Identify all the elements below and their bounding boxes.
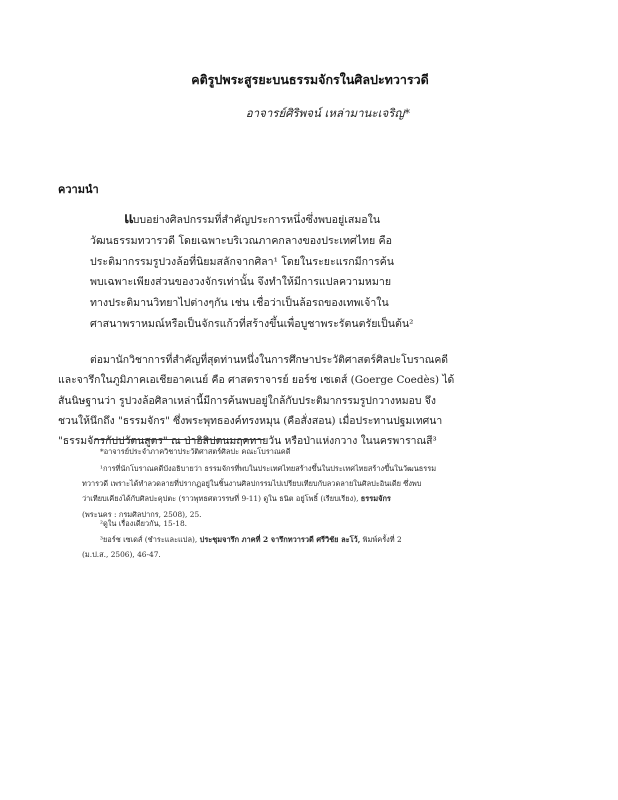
paragraph-line: พบเฉพาะเพียงส่วนของวงจักรเท่านั้น จึงทำให้มีการแปลความหมาย <box>90 276 392 289</box>
footnote-author <box>82 444 572 459</box>
paragraph-line: ทางประติมานวิทยาไปต่างๆกัน เช่น เชื่อว่าเป็นล้อรถของเทพเจ้าใน <box>90 297 389 310</box>
paragraph-text: บบอย่างศิลปกรรมที่สำคัญประการหนึ่งซึ่งพบอยู่เสมอใน <box>132 214 381 226</box>
paragraph-line: วัฒนธรรมทวารวดี โดยเฉพาะบริเวณภาคกลางของประเทศไทย คือ <box>90 234 392 247</box>
paragraph-line: สันนิษฐานว่า รูปวงล้อศิลาเหล่านี้มีการค้นพบอยู่ใกล้กับประติมากรรมรูปกวางหมอบ จึง <box>58 394 436 407</box>
intro-paragraph <box>90 208 470 335</box>
paragraph-line: ต่อมานักวิชาการที่สำคัญที่สุดท่านหนึ่งในการศึกษาประวัติศาสตร์ศิลปะโบราณคดี <box>90 354 449 366</box>
footnote-1 <box>82 461 572 522</box>
footnote-2 <box>82 516 572 531</box>
footnote-book-title: ประชุมจารึก ภาคที่ 2 จารึกทวารวดี ศรีวิชัย ละโว้, <box>199 535 361 544</box>
footnote-3 <box>82 532 572 562</box>
footnote-book-title: ธรรมจักร <box>360 494 391 504</box>
footnote-line: *อาจารย์ประจำภาควิชาประวัติศาสตร์ศิลปะ คณะโบราณคดี <box>100 447 291 456</box>
footnote-line: (ม.ป.ส., 2506), 46-47. <box>82 550 161 560</box>
paragraph-line: ประติมากรรมรูปวงล้อที่นิยมสลักจากศิลา¹ โดยในระยะแรกมีการค้น <box>90 255 394 268</box>
paragraph-line <box>90 208 470 231</box>
footnote-text: ³ยอร์ช เซเดส์ (ชำระและแปล), <box>100 535 198 544</box>
paragraph-line: "ธรรมจักรกัปปวัตนสูตร" ณ ป่าอิสิปตนมฤคทายวัน หรือป่าแห่งกวาง ในนครพาราณสี³ <box>58 435 437 448</box>
body-paragraph <box>58 350 558 451</box>
footnote-text: พิมพ์ครั้งที่ 2 <box>362 535 402 544</box>
author-line: อาจารย์ศิริพจน์ เหล่ามานะเจริญ* <box>245 106 410 120</box>
footnote-divider <box>94 439 264 440</box>
footnote-text: ว่าเทียบเคียงได้กับศิลปะคุปตะ (ราวพุทธศตวรรษที่ 9-11) ดูใน ธนิต อยู่โพธิ์ (เรียบเรียง), <box>82 494 359 504</box>
footnote-line: ²ดูใน เรื่องเดียวกัน, 15-18. <box>100 519 188 528</box>
paragraph-line: และจารึกในภูมิภาคเอเชียอาคเนย์ คือ ศาสตราจารย์ ยอร์ช เซเดส์ (Goerge Coedès) ได้ <box>58 374 455 387</box>
footnote-line: ¹การที่นักโบราณคดีบังอธิบายว่า ธรรมจักรที่พบในประเทศไทยสร้างขึ้นในประเทศไทยสร้างขึ้นในวัฒนธรรม <box>100 464 437 473</box>
paragraph-line: ชวนให้นึกถึง "ธรรมจักร" ซึ่งพระพุทธองค์ทรงหมุน (คือสั่งสอน) เมื่อประทานปฐมเทศนา <box>58 414 443 427</box>
footnote-line <box>82 491 572 506</box>
paragraph-line: ศาสนาพราหมณ์หรือเป็นจักรแก้วที่สร้างขึ้นเพื่อบูชาพระรัตนตรัยเป็นต้น² <box>90 317 414 330</box>
drop-cap: แ <box>124 209 133 227</box>
document-title: คติรูปพระสูรยะบนธรรมจักรในศิลปะทวารวดี <box>191 72 429 87</box>
section-heading: ความนำ <box>58 183 99 196</box>
footnote-line <box>82 532 572 547</box>
footnote-line: (พระนคร : กรมศิลปากร, 2508), 25. <box>82 509 202 519</box>
footnote-line: ทวารวดี เพราะได้ทำลวดลายที่ปรากฏอยู่ในชิ้นงานศิลปกรรมไปเปรียบเทียบกับลวดลายในศิลปะอินเดีย ซึ่งพบ <box>82 479 422 489</box>
